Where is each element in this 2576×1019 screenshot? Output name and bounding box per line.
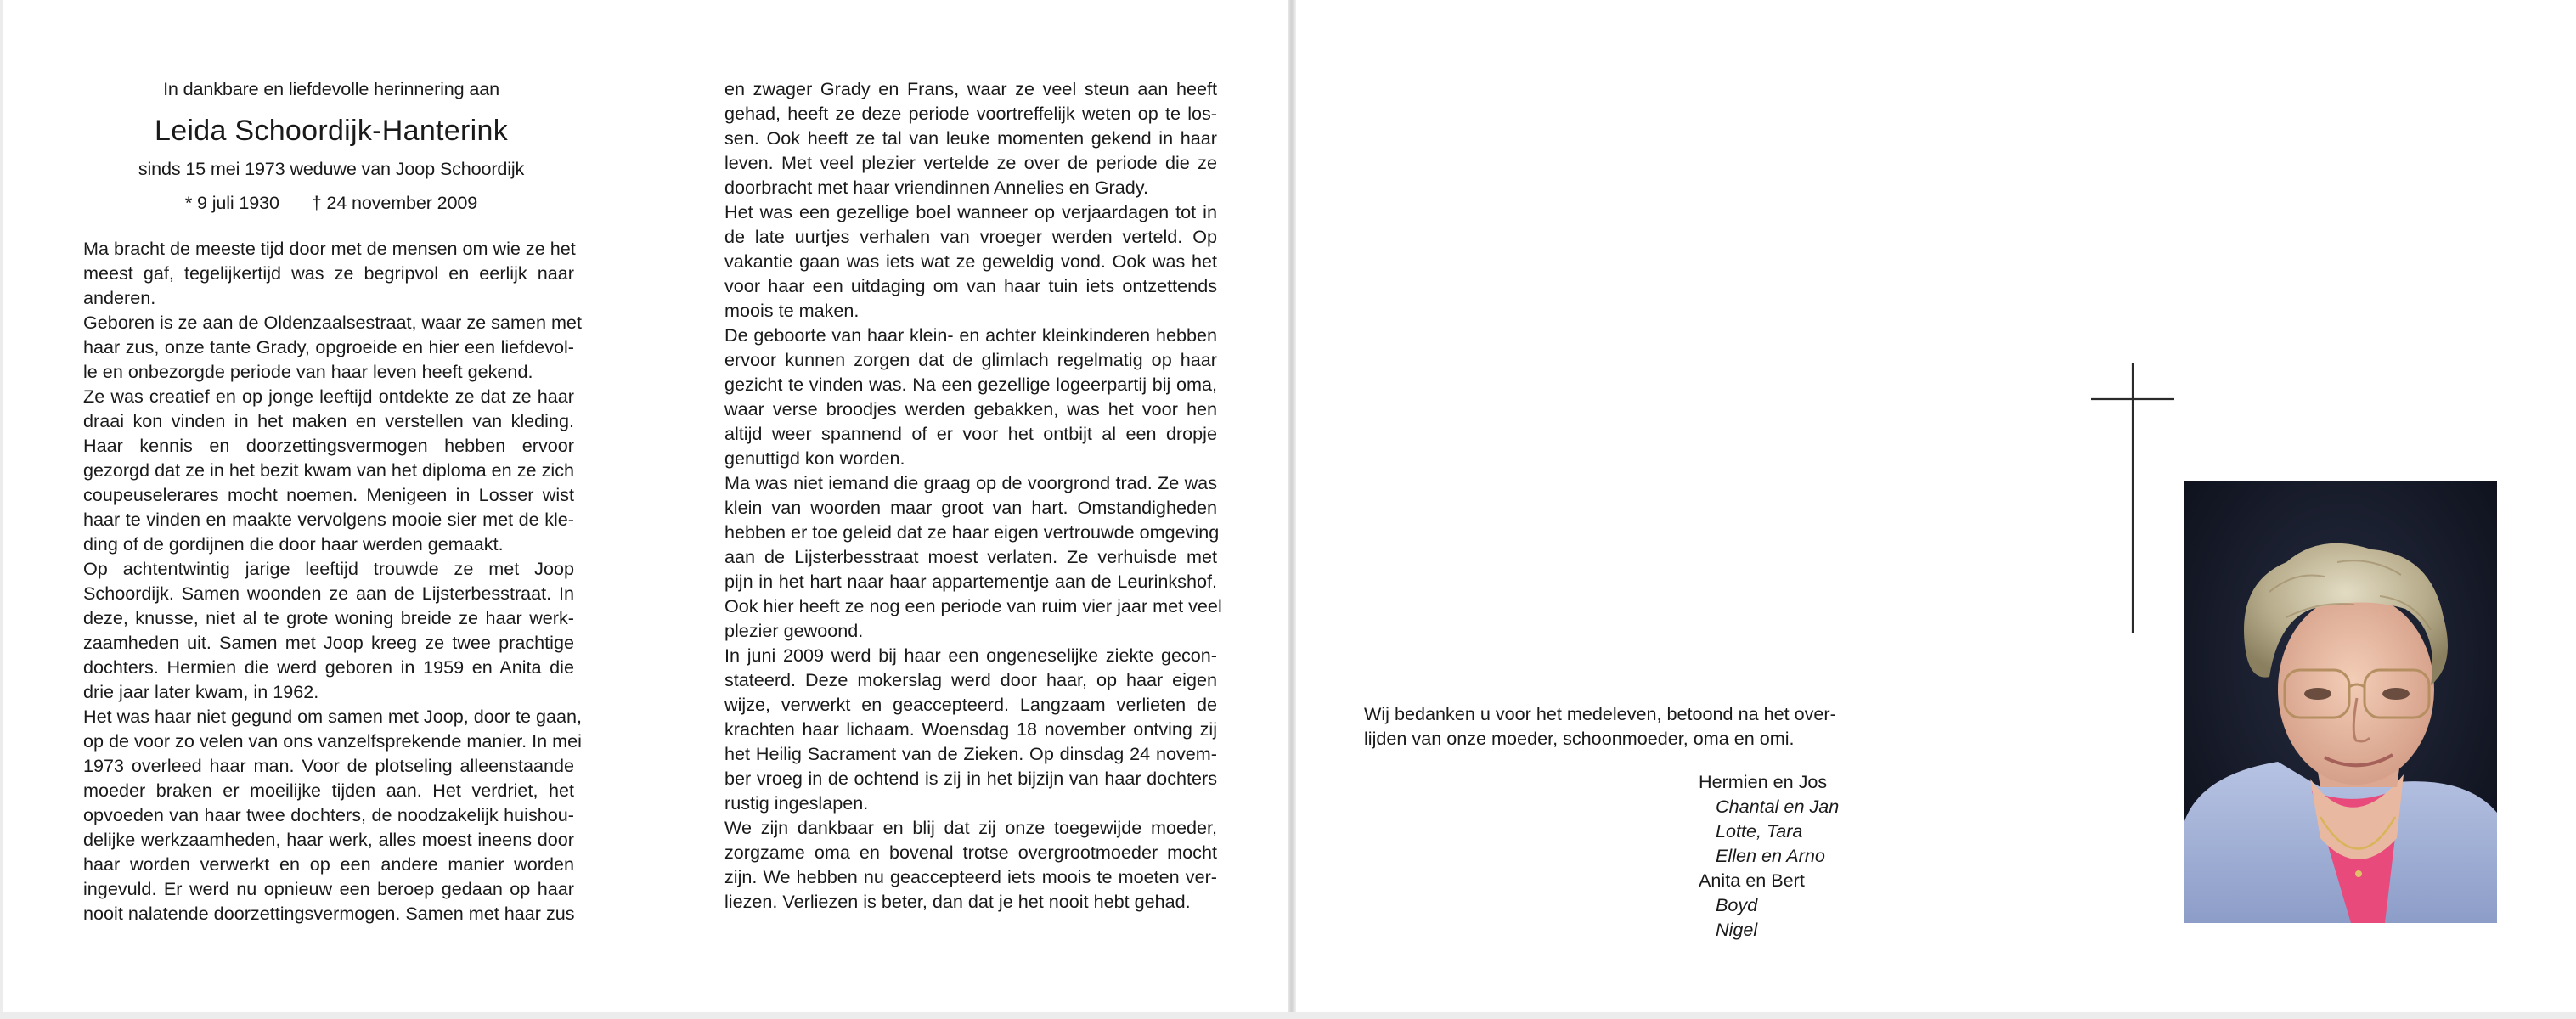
text-line: anderen. (83, 287, 156, 308)
family-member-name: Ellen en Arno (1716, 845, 1825, 866)
text-line: draai kon vinden in het maken en verstellen van kleding. (83, 410, 574, 431)
text-line: moois te maken. (724, 300, 860, 321)
text-line: klein van woorden maar groot van hart. Omstandigheden (724, 497, 1217, 518)
deceased-name: Leida Schoordijk-Hanterink (154, 115, 508, 147)
text-line: Geboren is ze aan de Oldenzaalsestraat, waar ze samen met (83, 312, 582, 333)
thanks-text (1364, 701, 1874, 751)
paragraph (83, 556, 574, 704)
paragraph (724, 643, 1217, 815)
memorial-text-left (83, 236, 582, 926)
text-line: wijze, verwerkt en geaccepteerd. Langzaam verlieten de (724, 694, 1217, 715)
paragraph (724, 323, 1217, 470)
text-line: zijn. We hebben nu geaccepteerd iets moois te moeten ver- (724, 866, 1217, 887)
text-line: Ma was niet iemand die graag op de voorgrond trad. Ze was (724, 472, 1217, 493)
life-dates (102, 190, 561, 215)
thanks-line: lijden van onze moeder, schoonmoeder, oma en omi. (1364, 728, 1795, 749)
card-bottom-edge (0, 1012, 2576, 1019)
text-line: moeder braken er moeilijke tijden aan. Het verdriet, het (83, 780, 574, 801)
paragraph (724, 200, 1217, 323)
text-line: plezier gewoond. (724, 620, 864, 641)
family-member-name: Anita en Bert (1699, 870, 1805, 891)
cross-icon (2091, 363, 2174, 633)
text-line: op de voor zo velen van ons vanzelfsprekende manier. In mei (83, 730, 582, 752)
portrait-photo (2184, 481, 2497, 923)
text-line: genuttigd kon worden. (724, 448, 905, 469)
family-member-name: Nigel (1716, 919, 1758, 940)
text-line: gehad, heeft ze deze periode voortreffelijk weten op te los- (724, 103, 1217, 124)
text-line: ingevuld. Er werd nu opnieuw een beroep gedaan op haar (83, 878, 574, 899)
text-line: Ma bracht de meeste tijd door met de mensen om wie ze het (83, 238, 576, 259)
text-line: leven. Met veel plezier vertelde ze over de periode die ze (724, 152, 1217, 173)
text-line: nooit nalatende doorzettingsvermogen. Samen met haar zus (83, 903, 575, 924)
paragraph (83, 384, 574, 556)
text-line: le en onbezorgde periode van haar leven heeft gekend. (83, 361, 533, 382)
intro-line: In dankbare en liefdevolle herinnering aan (163, 78, 499, 99)
text-line: deze, knusse, niet al te grote woning breide ze haar werk- (83, 607, 574, 628)
text-line: Het was een gezellige boel wanneer op verjaardagen tot in (724, 201, 1217, 222)
birth-date: * 9 juli 1930 (184, 192, 279, 213)
text-line: Schoordijk. Samen woonden ze aan de Lijsterbesstraat. In (83, 583, 574, 604)
family-member-name: Lotte, Tara (1716, 820, 1803, 842)
text-line: gezorgd dat ze in het bezit kwam van het diploma en ze zich (83, 459, 574, 481)
text-line: Haar kennis en doorzettingsvermogen hebben ervoor (83, 435, 574, 456)
text-line: doorbracht met haar vriendinnen Annelies en Grady. (724, 177, 1148, 198)
text-line: Ze was creatief en op jonge leeftijd ontdekte ze dat ze haar (83, 386, 574, 407)
thanks-line: Wij bedanken u voor het medeleven, betoond na het over- (1364, 703, 1836, 724)
paragraph (724, 76, 1217, 200)
text-line: pijn in het hart naar haar appartementje aan de Leurinkshof. (724, 571, 1217, 592)
text-line: meest gaf, tegelijkertijd was ze begripvol en eerlijk naar (83, 262, 574, 284)
text-line: haar te vinden en maakte vervolgens mooie sier met de kle- (83, 509, 574, 530)
text-line: drie jaar later kwam, in 1962. (83, 681, 319, 702)
text-line: dochters. Hermien die werd geboren in 1959 en Anita die (83, 656, 574, 678)
text-line: het Heilig Sacrament van de Zieken. Op dinsdag 24 novem- (724, 743, 1217, 764)
paragraph (83, 236, 574, 310)
text-line: We zijn dankbaar en blij dat zij onze toegewijde moeder, (724, 817, 1217, 838)
text-line: Op achtentwintig jarige leeftijd trouwde ze met Joop (83, 558, 574, 579)
text-line: ber vroeg in de ochtend is zij in het bijzijn van haar dochters (724, 768, 1217, 789)
text-line: voor haar een uitdaging om van haar tuin iets ontzettends (724, 275, 1217, 296)
text-line: aan de Lijsterbesstraat moest verlaten. Ze verhuisde met (724, 546, 1217, 567)
text-line: rustig ingeslapen. (724, 792, 869, 814)
text-line: Ook hier heeft ze nog een periode van ruim vier jaar met veel (724, 595, 1222, 616)
paragraph (83, 704, 582, 926)
text-line: gezicht te vinden was. Na een gezellige logeerpartij bij oma, (724, 374, 1217, 395)
text-line: hebben er toe geleid dat ze haar eigen vertrouwde omgeving (724, 521, 1220, 543)
text-line: coupeuselerares mocht noemen. Menigeen in Losser wist (83, 484, 574, 505)
text-line: zaamheden uit. Samen met Joop kreeg ze twee prachtige (83, 632, 574, 653)
text-line: en zwager Grady en Frans, waar ze veel steun aan heeft (724, 78, 1217, 99)
death-date: † 24 november 2009 (311, 192, 478, 213)
text-line: ding of de gordijnen die door haar werden gemaakt. (83, 533, 504, 555)
card-fold (1288, 0, 1296, 1019)
text-line: vakantie gaan was iets wat ze geweldig vond. Ook was het (724, 251, 1217, 272)
text-line: liezen. Verliezen is beter, dan dat je het nooit hebt gehad. (724, 891, 1191, 912)
text-line: De geboorte van haar klein- en achter kleinkinderen hebben (724, 324, 1217, 346)
family-signatures (1699, 769, 1839, 942)
text-line: 1973 overleed haar man. Voor de plotseling alleenstaande (83, 755, 574, 776)
text-line: Het was haar niet gegund om samen met Joop, door te gaan, (83, 706, 582, 727)
paragraph (83, 310, 582, 384)
text-line: ervoor kunnen zorgen dat de glimlach regelmatig op haar (724, 349, 1217, 370)
text-line: de late uurtjes verhalen van vroeger werden verteld. Op (724, 226, 1217, 247)
family-member-name: Chantal en Jan (1716, 796, 1840, 817)
paragraph (724, 470, 1222, 643)
text-line: delijke werkzaamheden, haar werk, alles moest ineens door (83, 829, 574, 850)
text-line: krachten haar lichaam. Woensdag 18 november ontving zij (724, 718, 1217, 740)
paragraph (724, 815, 1217, 914)
text-line: stateerd. Deze mokerslag werd door haar, op haar eigen (724, 669, 1217, 690)
text-line: haar worden verwerkt en op een andere manier worden (83, 853, 574, 875)
text-line: sen. Ook heeft ze tal van leuke momenten gekend in haar (724, 127, 1217, 149)
family-member-name: Boyd (1716, 894, 1758, 915)
family-member-name: Hermien en Jos (1699, 771, 1828, 792)
text-line: opvoeden van haar twee dochters, de noodzakelijk huishou- (83, 804, 574, 825)
widow-line: sinds 15 mei 1973 weduwe van Joop Schoordijk (138, 158, 525, 179)
memorial-text-right (724, 76, 1222, 914)
text-line: altijd weer spannend of er voor het ontbijt al een dropje (724, 423, 1217, 444)
text-line: In juni 2009 werd bij haar een ongeneselijke ziekte gecon- (724, 645, 1217, 666)
text-line: haar zus, onze tante Grady, opgroeide en hier een liefdevol- (83, 336, 574, 357)
text-line: zorgzame oma en bovenal trotse overgrootmoeder mocht (724, 842, 1217, 863)
portrait-illustration (2184, 481, 2497, 923)
text-line: waar verse broodjes werden gebakken, was het voor hen (724, 398, 1217, 419)
